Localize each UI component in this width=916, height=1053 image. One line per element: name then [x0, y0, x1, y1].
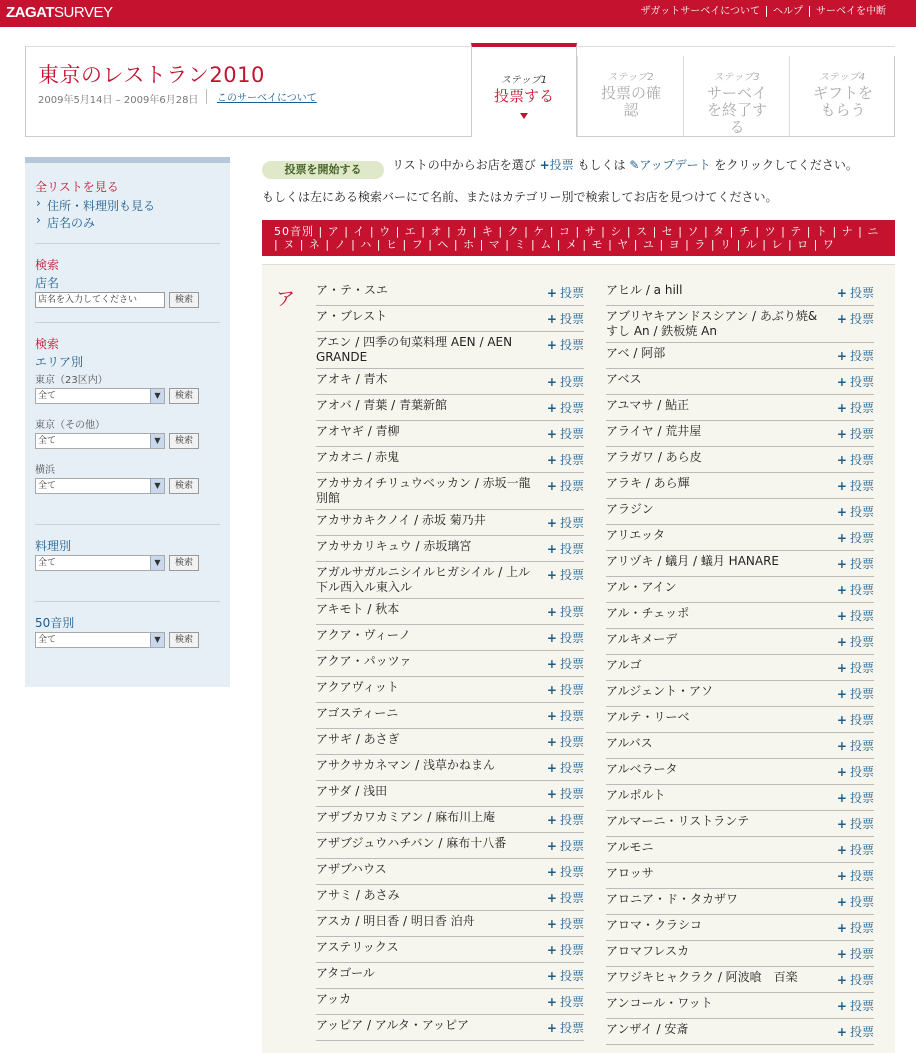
plus-icon: + [546, 605, 557, 619]
area-tokyo23-select[interactable]: 全て ▼ [35, 388, 165, 404]
vote-button[interactable]: + 投票 [546, 631, 584, 645]
plus-icon: + [546, 995, 557, 1009]
restaurant-column-1 [316, 280, 584, 1041]
plus-icon: + [836, 635, 847, 649]
plus-icon: + [836, 895, 847, 909]
kana-select[interactable]: 全て ▼ [35, 632, 165, 648]
restaurant-name: アカオニ / 赤鬼 [316, 450, 400, 464]
vote-button[interactable]: + 投票 [546, 761, 584, 775]
plus-icon: + [546, 891, 557, 905]
plus-icon: + [836, 947, 847, 961]
plus-icon: + [836, 921, 847, 935]
plus-icon: + [546, 761, 557, 775]
list-item [606, 811, 874, 837]
plus-icon: + [836, 609, 847, 623]
plus-icon: + [546, 917, 557, 931]
plus-icon: + [836, 973, 847, 987]
list-item [316, 703, 584, 729]
list-item [606, 993, 874, 1019]
restaurant-name: アロッサ [606, 866, 654, 880]
restaurant-name: アサギ / あさぎ [316, 732, 400, 746]
plus-icon: + [546, 453, 557, 467]
vote-button[interactable]: + 投票 [836, 791, 874, 805]
vote-button[interactable]: + 投票 [836, 817, 874, 831]
plus-icon: + [546, 969, 557, 983]
vote-button[interactable]: + 投票 [836, 505, 874, 519]
list-item [316, 989, 584, 1015]
vote-button[interactable]: + 投票 [836, 375, 874, 389]
restaurant-column-2 [606, 280, 874, 1045]
restaurant-name: アオキ / 青木 [316, 372, 388, 386]
area-tokyo-other-search-button[interactable]: 検索 [169, 433, 199, 449]
plus-icon: + [546, 787, 557, 801]
list-item [316, 677, 584, 703]
list-item [606, 655, 874, 681]
vote-button[interactable]: + 投票 [546, 917, 584, 931]
vote-button[interactable]: + 投票 [546, 865, 584, 879]
vote-hint: +投票 [539, 158, 574, 172]
vote-button[interactable]: + 投票 [836, 687, 874, 701]
plus-icon: + [836, 583, 847, 597]
list-item [606, 733, 874, 759]
vote-button[interactable]: + 投票 [836, 869, 874, 883]
plus-icon: + [546, 631, 557, 645]
step-3-finish: ステップ3 サーベイを終了する [683, 56, 789, 136]
list-item [606, 785, 874, 811]
list-item [606, 306, 874, 343]
vote-button[interactable]: + 投票 [546, 787, 584, 801]
list-item [606, 447, 874, 473]
restaurant-name: アンコール・ワット [606, 996, 713, 1010]
restaurant-name: アクアヴィット [316, 680, 399, 694]
about-zagat-link[interactable]: ザガットサーベイについて [640, 6, 760, 17]
restaurant-name: アザブカワカミアン / 麻布川上庵 [316, 810, 496, 824]
plus-icon: + [546, 401, 557, 415]
kana-index-bar[interactable]: 50音別 | ア | イ | ウ | エ | オ | カ | キ | ク | ケ | コ | サ | シ | ス | セ | ソ | タ | チ | ツ | テ | ト | ナ | ニ | ヌ | ネ | ノ | ハ | ヒ | フ | ヘ | ホ | マ | ミ | ム | メ | モ | ヤ | ユ | ヨ | ラ | リ | ル | レ | ロ | ワ [262, 220, 895, 256]
restaurant-name: アリヅキ / 蟻月 / 蟻月 HANARE [606, 554, 780, 568]
list-item [606, 1019, 874, 1045]
restaurant-name: アリエッタ [606, 528, 666, 542]
list-item [316, 510, 584, 536]
plus-icon: + [836, 401, 847, 415]
vote-button[interactable]: + 投票 [836, 1025, 874, 1039]
top-links [635, 6, 892, 17]
restaurant-name: アタゴール [316, 966, 375, 980]
restaurant-name: アザブジュウハチバン / 麻布十八番 [316, 836, 507, 850]
restaurant-name: アザブハウス [316, 862, 387, 876]
vote-button[interactable]: + 投票 [836, 557, 874, 571]
list-item [606, 863, 874, 889]
list-item [316, 306, 584, 332]
list-item [316, 536, 584, 562]
suspend-survey-link[interactable]: サーベイを中断 [809, 6, 892, 17]
vote-button[interactable]: + 投票 [546, 453, 584, 467]
restaurant-name: アクア・ヴィーノ [316, 628, 411, 642]
restaurant-name: アヒル / a hill [606, 283, 683, 297]
vote-button[interactable]: + 投票 [546, 338, 584, 352]
plus-icon: + [546, 657, 557, 671]
vote-button[interactable]: + 投票 [546, 479, 584, 493]
restaurant-name: アルテ・リーベ [606, 710, 690, 724]
vote-button[interactable]: + 投票 [546, 312, 584, 326]
area-yokohama-search-button[interactable]: 検索 [169, 478, 199, 494]
cuisine-select[interactable]: 全て ▼ [35, 555, 165, 571]
list-item [606, 343, 874, 369]
restaurant-name: アベス [606, 372, 642, 386]
vote-button[interactable]: + 投票 [836, 713, 874, 727]
plus-icon: + [546, 427, 557, 441]
plus-icon: + [836, 349, 847, 363]
area-tokyo-other-label: 東京（その他） [35, 420, 105, 431]
restaurant-name: アサミ / あさみ [316, 888, 400, 902]
search-sidebar [25, 157, 230, 687]
restaurant-name: アルモニ [606, 840, 654, 854]
pencil-icon: ✎ [629, 158, 640, 172]
plus-icon: + [546, 1021, 557, 1035]
vote-button[interactable]: + 投票 [836, 661, 874, 675]
step-4-gift: ステップ4 ギフトをもらう [789, 56, 895, 136]
plus-icon: + [836, 739, 847, 753]
vote-button[interactable]: + 投票 [836, 895, 874, 909]
restaurant-name: アラキ / あら輝 [606, 476, 690, 490]
plus-icon: + [546, 375, 557, 389]
restaurant-name: アライヤ / 荒井屋 [606, 424, 702, 438]
list-item [606, 499, 874, 525]
list-item [316, 729, 584, 755]
area-label: エリア別 [35, 355, 84, 369]
plus-icon: + [836, 869, 847, 883]
area-yokohama-label: 横浜 [35, 465, 55, 476]
plus-icon: + [836, 817, 847, 831]
vote-button[interactable]: + 投票 [546, 891, 584, 905]
plus-icon: + [836, 687, 847, 701]
plus-icon: + [836, 531, 847, 545]
restaurant-name: アゴスティーニ [316, 706, 399, 720]
chevron-down-icon: ▼ [150, 633, 164, 647]
list-item [606, 369, 874, 395]
name-search-button[interactable]: 検索 [169, 292, 199, 308]
vote-button[interactable]: + 投票 [836, 286, 874, 300]
restaurant-name: アラガワ / あら皮 [606, 450, 702, 464]
list-item [316, 651, 584, 677]
restaurant-name: アンザイ / 安斎 [606, 1022, 689, 1036]
plus-icon: + [546, 542, 557, 556]
vote-button[interactable]: + 投票 [836, 583, 874, 597]
vote-button[interactable]: + 投票 [836, 843, 874, 857]
vote-button[interactable]: + 投票 [546, 401, 584, 415]
vote-button[interactable]: + 投票 [546, 657, 584, 671]
list-item [316, 280, 584, 306]
restaurant-name: アベ / 阿部 [606, 346, 666, 360]
list-item [316, 911, 584, 937]
plus-icon: + [836, 713, 847, 727]
step-2-confirm: ステップ2 投票の確認 [577, 56, 683, 136]
vote-button[interactable]: + 投票 [546, 605, 584, 619]
vote-button[interactable]: + 投票 [836, 739, 874, 753]
chevron-down-icon: ▼ [150, 556, 164, 570]
list-item [316, 937, 584, 963]
list-item [316, 562, 584, 599]
plus-icon: + [836, 375, 847, 389]
restaurant-name: アサダ / 浅田 [316, 784, 388, 798]
vote-button[interactable]: + 投票 [836, 999, 874, 1013]
plus-icon: + [836, 453, 847, 467]
restaurant-name: アルマーニ・リストランテ [606, 814, 750, 828]
vote-button[interactable]: + 投票 [836, 401, 874, 415]
list-item [606, 837, 874, 863]
list-item [606, 280, 874, 306]
plus-icon: + [836, 765, 847, 779]
list-item [606, 759, 874, 785]
zagat-logo[interactable]: ZAGATSURVEY [6, 4, 113, 21]
vote-button[interactable]: + 投票 [546, 813, 584, 827]
vote-button[interactable]: + 投票 [836, 312, 874, 326]
vote-button[interactable]: + 投票 [836, 921, 874, 935]
restaurant-name-input[interactable]: 店名を入力してください [35, 292, 165, 308]
intro-text-2: もしくは左にある検索バーにて名前、またはカテゴリー別で検索してお店を見つけてください。 [262, 190, 778, 204]
list-item [606, 967, 874, 993]
vote-button[interactable]: + 投票 [836, 453, 874, 467]
area-tokyo-other-select[interactable]: 全て ▼ [35, 433, 165, 449]
restaurant-name: アキモト / 秋本 [316, 602, 400, 616]
plus-icon: + [836, 791, 847, 805]
list-item [316, 807, 584, 833]
plus-icon: + [546, 516, 557, 530]
plus-icon: + [546, 338, 557, 352]
vote-button[interactable]: + 投票 [836, 765, 874, 779]
restaurant-name: アカサカイチリュウベッカン / 赤坂一龍 別館 [316, 476, 531, 505]
plus-icon: + [836, 661, 847, 675]
list-item [316, 1015, 584, 1041]
list-item [316, 755, 584, 781]
plus-icon: + [546, 813, 557, 827]
list-item [316, 859, 584, 885]
plus-icon: + [546, 839, 557, 853]
list-item [606, 915, 874, 941]
vote-button[interactable]: + 投票 [546, 516, 584, 530]
step-1-vote[interactable]: ステップ1 投票する [471, 43, 577, 137]
list-item [316, 447, 584, 473]
list-item [606, 629, 874, 655]
restaurant-name: アエン / 四季の旬菜料理 AEN / AEN GRANDE [316, 335, 513, 364]
list-section-letter: ア [276, 288, 296, 310]
area-tokyo23-label: 東京（23区内） [35, 375, 108, 386]
survey-dates: 2009年5月14日 – 2009年6月28日 [38, 95, 199, 106]
restaurant-name: アルポルト [606, 788, 666, 802]
restaurant-name: アカサカキクノイ / 赤坂 菊乃井 [316, 513, 486, 527]
kana-label: 50音別 [35, 616, 75, 630]
list-item [606, 941, 874, 967]
vote-button[interactable]: + 投票 [836, 479, 874, 493]
list-item [316, 369, 584, 395]
restaurant-name: アロニア・ド・タカザワ [606, 892, 739, 906]
restaurant-name: アラジン [606, 502, 654, 516]
chevron-down-icon: ▼ [150, 479, 164, 493]
restaurant-name: アッカ [316, 992, 352, 1006]
list-item [606, 395, 874, 421]
plus-icon: + [546, 286, 557, 300]
plus-icon: + [836, 999, 847, 1013]
list-item [606, 707, 874, 733]
cuisine-label: 料理別 [35, 539, 72, 553]
vote-button[interactable]: + 投票 [546, 568, 584, 582]
restaurant-name: アロマフレスカ [606, 944, 690, 958]
restaurant-name: アオバ / 青葉 / 青葉新館 [316, 398, 447, 412]
vote-button[interactable]: + 投票 [836, 635, 874, 649]
list-item [316, 963, 584, 989]
vote-button[interactable]: + 投票 [546, 735, 584, 749]
area-tokyo23-search-button[interactable]: 検索 [169, 388, 199, 404]
restaurant-name: アッピア / アルタ・アッピア [316, 1018, 470, 1032]
vote-button[interactable]: + 投票 [546, 683, 584, 697]
list-item [606, 525, 874, 551]
plus-icon: + [546, 568, 557, 582]
vote-button[interactable]: + 投票 [546, 943, 584, 957]
vote-button[interactable]: + 投票 [546, 375, 584, 389]
plus-icon: + [546, 735, 557, 749]
intro-text: リストの中からお店を選び +投票 もしくは ✎アップデート をクリックしてください。 [392, 158, 858, 172]
plus-icon: + [836, 286, 847, 300]
chevron-down-icon: ▼ [150, 434, 164, 448]
name-label: 店名 [35, 276, 60, 290]
vote-button[interactable]: + 投票 [546, 969, 584, 983]
restaurant-name: アワジキヒャクラク / 阿波喰 百楽 [606, 970, 798, 984]
plus-icon: + [836, 479, 847, 493]
list-item [316, 395, 584, 421]
vote-button[interactable]: + 投票 [546, 839, 584, 853]
plus-icon: + [546, 865, 557, 879]
help-link[interactable]: ヘルプ [766, 6, 809, 17]
list-item [316, 781, 584, 807]
vote-button[interactable]: + 投票 [836, 973, 874, 987]
restaurant-name: アオヤギ / 青柳 [316, 424, 400, 438]
plus-icon: + [546, 709, 557, 723]
list-item [606, 577, 874, 603]
list-item [606, 603, 874, 629]
area-yokohama-select[interactable]: 全て ▼ [35, 478, 165, 494]
list-item [606, 551, 874, 577]
all-list-link[interactable]: 全リストを見る [35, 180, 119, 194]
start-voting-badge: 投票を開始する [262, 161, 384, 179]
page-title: 東京のレストラン2010 [38, 63, 265, 87]
restaurant-name: アカサカリキュウ / 赤坂璃宮 [316, 539, 472, 553]
vote-button[interactable]: + 投票 [836, 947, 874, 961]
search-heading: 検索 [35, 258, 60, 272]
vote-button[interactable]: + 投票 [836, 349, 874, 363]
plus-icon: + [546, 312, 557, 326]
plus-icon: + [546, 683, 557, 697]
vote-button[interactable]: + 投票 [546, 286, 584, 300]
vote-button[interactable]: + 投票 [546, 542, 584, 556]
cuisine-search-button[interactable]: 検索 [169, 555, 199, 571]
about-survey-link[interactable]: このサーベイについて [206, 89, 317, 104]
restaurant-name: アルベラータ [606, 762, 678, 776]
restaurant-name: アロマ・クラシコ [606, 918, 703, 932]
restaurant-name: アルジェント・アソ [606, 684, 713, 698]
list-item [316, 421, 584, 447]
plus-icon: + [836, 427, 847, 441]
list-item [606, 889, 874, 915]
search-heading-2: 検索 [35, 337, 60, 351]
restaurant-name: ア・ブレスト [316, 309, 388, 323]
plus-icon: + [836, 1025, 847, 1039]
restaurant-name: アル・アイン [606, 580, 677, 594]
vote-button[interactable]: + 投票 [546, 995, 584, 1009]
plus-icon: + [836, 505, 847, 519]
restaurant-name: アルバス [606, 736, 653, 750]
restaurant-name: アルゴ [606, 658, 642, 672]
list-item [316, 473, 584, 510]
name-only-link[interactable]: › 店名のみ [35, 214, 220, 231]
triangle-down-icon [520, 113, 528, 119]
vote-button[interactable]: + 投票 [836, 531, 874, 545]
list-item [606, 681, 874, 707]
plus-icon: + [546, 479, 557, 493]
list-item [316, 599, 584, 625]
restaurant-name: アル・チェッポ [606, 606, 690, 620]
vote-button[interactable]: + 投票 [836, 427, 874, 441]
restaurant-name: アクア・パッツァ [316, 654, 412, 668]
restaurant-name: アユマサ / 鮎正 [606, 398, 690, 412]
vote-button[interactable]: + 投票 [836, 609, 874, 623]
chevron-down-icon: ▼ [150, 389, 164, 403]
plus-icon: + [836, 843, 847, 857]
list-item [316, 885, 584, 911]
restaurant-name: ア・テ・スエ [316, 283, 389, 297]
restaurant-name: アステリックス [316, 940, 399, 954]
plus-icon: + [546, 943, 557, 957]
update-hint: ✎アップデート [629, 158, 711, 172]
restaurant-name: アサクサカネマン / 浅草かねまん [316, 758, 495, 772]
plus-icon: + [836, 557, 847, 571]
plus-icon: + [836, 312, 847, 326]
restaurant-name: アルキメーデ [606, 632, 678, 646]
vote-button[interactable]: + 投票 [546, 427, 584, 441]
restaurant-name: アガルサガルニシイルヒガシイル / 上ル下ル西入ル東入ル [316, 565, 531, 594]
list-item [316, 625, 584, 651]
restaurant-name: アスカ / 明日香 / 明日香 泊舟 [316, 914, 475, 928]
list-item [606, 473, 874, 499]
kana-search-button[interactable]: 検索 [169, 632, 199, 648]
list-item [606, 421, 874, 447]
vote-button[interactable]: + 投票 [546, 709, 584, 723]
top-bar [0, 0, 916, 27]
list-item [316, 833, 584, 859]
address-cuisine-link[interactable]: › 住所・料理別も見る [35, 197, 220, 214]
vote-button[interactable]: + 投票 [546, 1021, 584, 1035]
restaurant-name: アブリヤキアンドスシアン / あぶり焼&すし An / 鉄板焼 An [606, 309, 818, 338]
list-item [316, 332, 584, 369]
